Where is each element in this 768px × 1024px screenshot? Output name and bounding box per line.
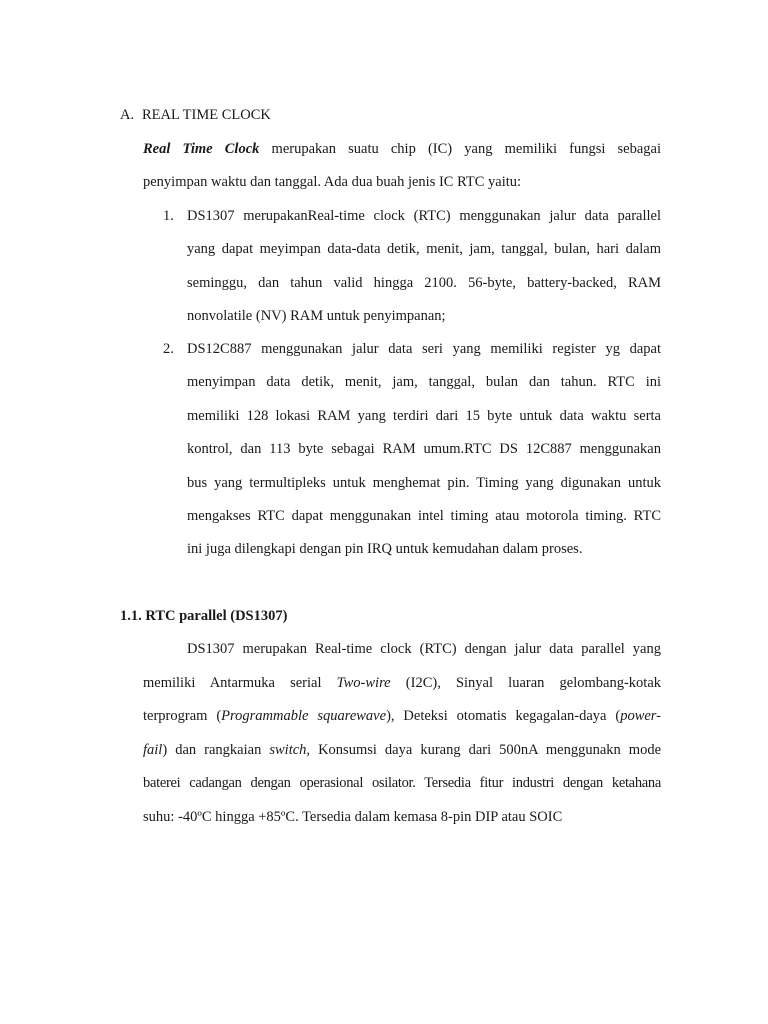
- list-item-2-line-5: bus yang termultipleks untuk menghemat pin. Timing yang digunakan untuk: [187, 475, 661, 491]
- list-item-2-line-3: memiliki 128 lokasi RAM yang terdiri dari 15 byte untuk data waktu serta: [187, 408, 661, 424]
- line-3-italic-2: power-: [620, 708, 661, 724]
- list-item-2-line-2: menyimpan data detik, menit, jam, tanggal, bulan dan tahun. RTC ini: [187, 374, 661, 390]
- list-item-1-line-4: nonvolatile (NV) RAM untuk penyimpanan;: [187, 308, 446, 324]
- list-item-2-line-1: DS12C887 menggunakan jalur data seri yang memiliki register yg dapat: [187, 341, 661, 357]
- section-letter: A.: [120, 107, 135, 123]
- list-item-1-line-3: seminggu, dan tahun valid hingga 2100. 56-byte, battery-backed, RAM: [187, 275, 661, 291]
- section-1-1-line-6: suhu: -40ºC hingga +85ºC. Tersedia dalam kemasa 8-pin DIP atau SOIC: [143, 809, 563, 825]
- intro-term: Real Time Clock: [143, 141, 260, 157]
- line-3-text-a: terprogram (: [143, 708, 222, 724]
- list-item-1-line-1: DS1307 merupakanReal-time clock (RTC) menggunakan jalur data parallel: [187, 208, 661, 224]
- section-1-1-line-2: [143, 674, 661, 692]
- section-1-1-line-5: baterei cadangan dengan operasional osilator. Tersedia fitur industri dengan ketahana: [143, 775, 661, 791]
- line-4-italic-2: switch,: [269, 742, 311, 758]
- line-4-italic: fail: [143, 742, 163, 758]
- intro-line-1-rest: merupakan suatu chip (IC) yang memiliki fungsi sebagai: [271, 141, 662, 157]
- list-item-2-line-7: ini juga dilengkapi dengan pin IRQ untuk kemudahan dalam proses.: [187, 541, 583, 557]
- line-2-text-b: (I2C), Sinyal luaran gelombang-kotak: [405, 675, 662, 691]
- section-1-1-line-1: DS1307 merupakan Real-time clock (RTC) dengan jalur data parallel yang: [187, 641, 661, 657]
- list-item-2-line-6: mengakses RTC dapat menggunakan intel timing atau motorola timing. RTC: [187, 508, 661, 524]
- line-4-text-a: ) dan rangkaian: [162, 742, 262, 758]
- section-1-1-line-4: [143, 741, 661, 759]
- section-heading-a: [120, 106, 271, 124]
- line-4-text-b: Konsumsi daya kurang dari 500nA menggunakn mode: [318, 742, 662, 758]
- section-heading-1-1: 1.1. RTC parallel (DS1307): [120, 608, 288, 624]
- list-item-2-number: 2.: [163, 341, 174, 357]
- intro-line-1: [143, 140, 661, 158]
- line-2-text-a: memiliki Antarmuka serial: [143, 675, 322, 691]
- list-item-1-line-2: yang dapat meyimpan data-data detik, menit, jam, tanggal, bulan, hari dalam: [187, 241, 661, 257]
- section-1-1-line-3: [143, 707, 661, 725]
- section-title: REAL TIME CLOCK: [142, 107, 271, 123]
- list-item-2-line-4: kontrol, dan 113 byte sebagai RAM umum.RTC DS 12C887 menggunakan: [187, 441, 661, 457]
- line-3-italic: Programmable squarewave: [221, 708, 387, 724]
- intro-line-2: penyimpan waktu dan tanggal. Ada dua buah jenis IC RTC yaitu:: [143, 174, 522, 190]
- line-3-text-b: ), Deteksi otomatis kegagalan-daya (: [386, 708, 621, 724]
- list-item-1-number: 1.: [163, 208, 174, 224]
- line-2-italic: Two-wire: [336, 675, 391, 691]
